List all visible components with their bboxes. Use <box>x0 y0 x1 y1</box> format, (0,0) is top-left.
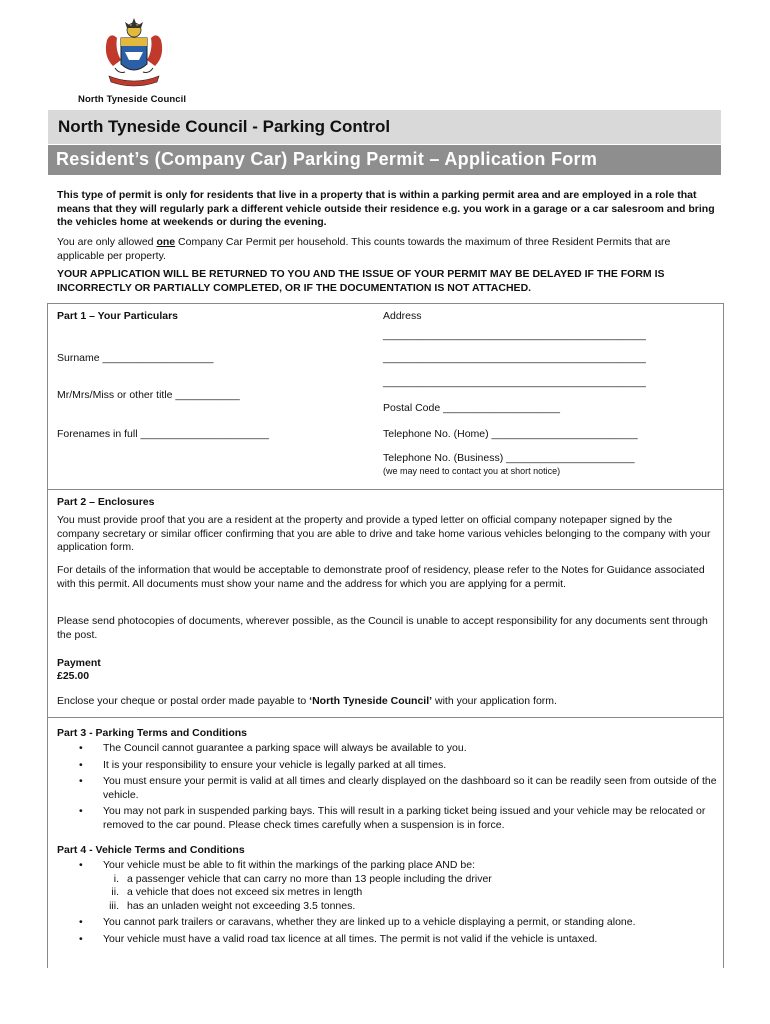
part4-list <box>57 859 717 949</box>
contact-note: (we may need to contact you at short notice) <box>383 466 561 476</box>
address-line-2[interactable]: _____________________________________________ <box>383 352 646 364</box>
list-item: • You cannot park trailers or caravans, whether they are linked up to a vehicle displaying a permit, or standing alone. <box>79 916 636 928</box>
part2-proof-text: You must provide proof that you are a resident at the property and provide a typed letter on official company notepaper signed by the company secretary or similar officer confirming that you are able to drive and take home various vehicles belonging to the company with your application form. <box>57 514 711 553</box>
list-item: i. a passenger vehicle that can carry no more than 13 people including the driver <box>113 872 492 885</box>
list-item: • You must ensure your permit is valid at all times and clearly displayed on the dashboard so it can be readily seen from outside of the vehicle. <box>79 775 717 801</box>
list-item: ii. a vehicle that does not exceed six metres in length <box>111 886 363 898</box>
address-line-3[interactable]: _____________________________________________ <box>383 376 646 388</box>
part3-heading: Part 3 - Parking Terms and Conditions <box>57 727 248 739</box>
intro-warning-text: YOUR APPLICATION WILL BE RETURNED TO YOU AND THE ISSUE OF YOUR PERMIT MAY BE DELAYED IF THE FORM IS INCORRECTLY OR PARTIALLY COMPLETED, OR IF THE DOCUMENTATION IS NOT ATTACHED. <box>57 268 665 294</box>
list-item: • Your vehicle must be able to fit within the markings of the parking place AND be: i. a passenger vehicle that can carry no more than 13 people including the driver ii. a vehicle that does not exceed six metres in length iii. has an unladen weight not exceeding 3.5 tonnes. <box>57 859 717 913</box>
address-label: Address <box>383 310 422 322</box>
forenames-field[interactable]: Forenames in full ______________________ <box>57 428 269 440</box>
form-subtitle: Resident’s (Company Car) Parking Permit – Application Form <box>56 149 598 169</box>
vehicle-criteria-list <box>103 873 717 914</box>
enclose-payment-text: Enclose your cheque or postal order made payable to ‘North Tyneside Council’ with your application form. <box>57 695 557 707</box>
page-title: North Tyneside Council - Parking Control <box>58 117 391 136</box>
part2-details-text: For details of the information that would be acceptable to demonstrate proof of residency, please refer to the Notes for Guidance associated with this permit. All documents must show your name and the address for which you are applying for a permit. <box>57 564 705 590</box>
list-item: • It is your responsibility to ensure your vehicle is legally parked at all times. <box>79 758 447 771</box>
intro-limit-text: You are only allowed one Company Car Permit per household. This counts towards the maximum of three Resident Permits that are applicable per property. <box>57 236 671 262</box>
payment-label: Payment <box>57 657 101 669</box>
list-item: • Your vehicle must have a valid road tax licence at all times. The permit is not valid if the vehicle is untaxed. <box>79 932 598 945</box>
postal-code-field[interactable]: Postal Code ____________________ <box>383 402 560 414</box>
surname-field[interactable]: Surname ___________________ <box>57 352 214 364</box>
part2-heading: Part 2 – Enclosures <box>57 496 155 508</box>
title-field[interactable]: Mr/Mrs/Miss or other title ___________ <box>57 389 240 401</box>
part3-list <box>57 742 717 835</box>
list-item: • You may not park in suspended parking bays. This will result in a parking ticket being issued and your vehicle may be relocated or removed to the car pound. Please check times carefully when a suspension is in force. <box>79 805 706 831</box>
address-line-1[interactable]: _____________________________________________ <box>383 329 646 341</box>
part4-heading: Part 4 - Vehicle Terms and Conditions <box>57 844 245 856</box>
payment-amount: £25.00 <box>57 670 90 682</box>
list-item: • The Council cannot guarantee a parking space will always be available to you. <box>79 742 467 754</box>
list-item: iii. has an unladen weight not exceeding 3.5 tonnes. <box>109 899 356 912</box>
council-name: North Tyneside Council <box>78 94 187 105</box>
part2-photocopies-text: Please send photocopies of documents, wherever possible, as the Council is unable to accept responsibility for any documents sent through the post. <box>57 615 708 641</box>
part1-heading: Part 1 – Your Particulars <box>57 310 179 322</box>
intro-eligibility-text: This type of permit is only for residents that live in a property that is within a parking permit area and are employed in a role that means that they will regularly park a different vehicle outside their residence e.g. you work in a garage or a car salesroom and bring the vehicles home at weekends or during the evening. <box>57 189 715 228</box>
telephone-business-field[interactable]: Telephone No. (Business) ______________________ <box>383 452 635 464</box>
council-crest-logo <box>95 16 173 92</box>
telephone-home-field[interactable]: Telephone No. (Home) _________________________ <box>383 428 638 440</box>
